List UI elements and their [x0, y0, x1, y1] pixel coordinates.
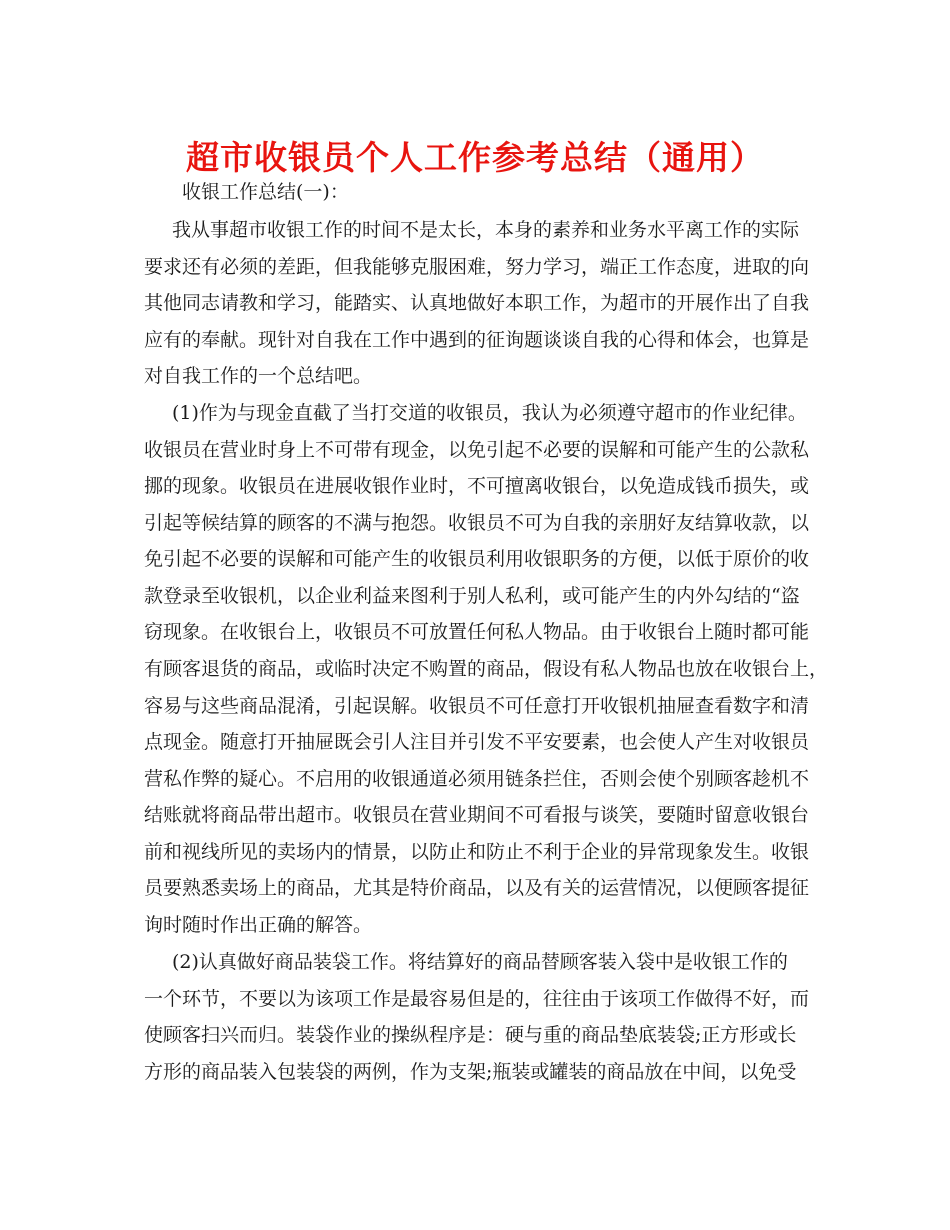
paragraph-line: 一个环节，不要以为该项工作是最容易但是的，往往由于该项工作做得不好，而	[144, 988, 810, 1010]
paragraph-line: 要求还有必须的差距，但我能够克服困难，努力学习，端正工作态度，进取的向	[144, 256, 810, 278]
paragraph-line: 结账就将商品带出超市。收银员在营业期间不可看报与谈笑，要随时留意收银台	[144, 804, 810, 826]
paragraph-line: 免引起不必要的误解和可能产生的收银员利用收银职务的方便，以低于原价的收	[144, 548, 810, 570]
document-title: 超市收银员个人工作参考总结（通用）	[186, 138, 764, 177]
paragraph-line: 前和视线所见的卖场内的情景，以防止和防止不利于企业的异常现象发生。收银	[144, 841, 810, 863]
paragraph-line: 其他同志请教和学习，能踏实、认真地做好本职工作，为超市的开展作出了自我	[144, 292, 810, 314]
paragraph-line: (1)作为与现金直截了当打交道的收银员，我认为必须遵守超市的作业纪律。	[172, 402, 807, 424]
paragraph-line: 应有的奉献。现针对自我在工作中遇到的征询题谈谈自我的心得和体会，也算是	[144, 329, 810, 351]
paragraph-line: 款登录至收银机，以企业利益来图利于别人私利，或可能产生的内外勾结的“盗	[144, 585, 800, 607]
paragraph-line: 询时随时作出正确的解答。	[144, 914, 373, 936]
paragraph-line: 引起等候结算的顾客的不满与抱怨。收银员不可为自我的亲朋好友结算收款，以	[144, 512, 810, 534]
paragraph-line: 使顾客扫兴而归。装袋作业的操纵程序是：硬与重的商品垫底装袋;正方形或长	[144, 1024, 797, 1046]
section-heading: 收银工作总结(一)：	[182, 181, 349, 203]
paragraph-line: 有顾客退货的商品，或临时决定不购置的商品，假设有私人物品也放在收银台上，	[144, 658, 829, 680]
paragraph-line: 我从事超市收银工作的时间不是太长，本身的素养和业务水平离工作的实际	[172, 219, 800, 241]
paragraph-line: 方形的商品装入包装袋的两例，作为支架;瓶装或罐装的商品放在中间，以免受	[144, 1061, 797, 1083]
paragraph-line: 窃现象。在收银台上，收银员不可放置任何私人物品。由于收银台上随时都可能	[144, 621, 810, 643]
paragraph-line: 容易与这些商品混淆，引起误解。收银员不可任意打开收银机抽屉查看数字和清	[144, 695, 810, 717]
paragraph-line: (2)认真做好商品装袋工作。将结算好的商品替顾客装入袋中是收银工作的	[172, 951, 788, 973]
paragraph-line: 点现金。随意打开抽屉既会引人注目并引发不平安要素，也会使人产生对收银员	[144, 731, 810, 753]
paragraph-line: 员要熟悉卖场上的商品，尤其是特价商品，以及有关的运营情况，以便顾客提征	[144, 877, 810, 899]
paragraph-line: 挪的现象。收银员在进展收银作业时，不可擅离收银台，以免造成钱币损失，或	[144, 475, 810, 497]
paragraph-line: 营私作弊的疑心。不启用的收银通道必须用链条拦住，否则会使个别顾客趁机不	[144, 768, 810, 790]
paragraph-line: 对自我工作的一个总结吧。	[144, 365, 373, 387]
paragraph-line: 收银员在营业时身上不可带有现金，以免引起不必要的误解和可能产生的公款私	[144, 439, 810, 461]
